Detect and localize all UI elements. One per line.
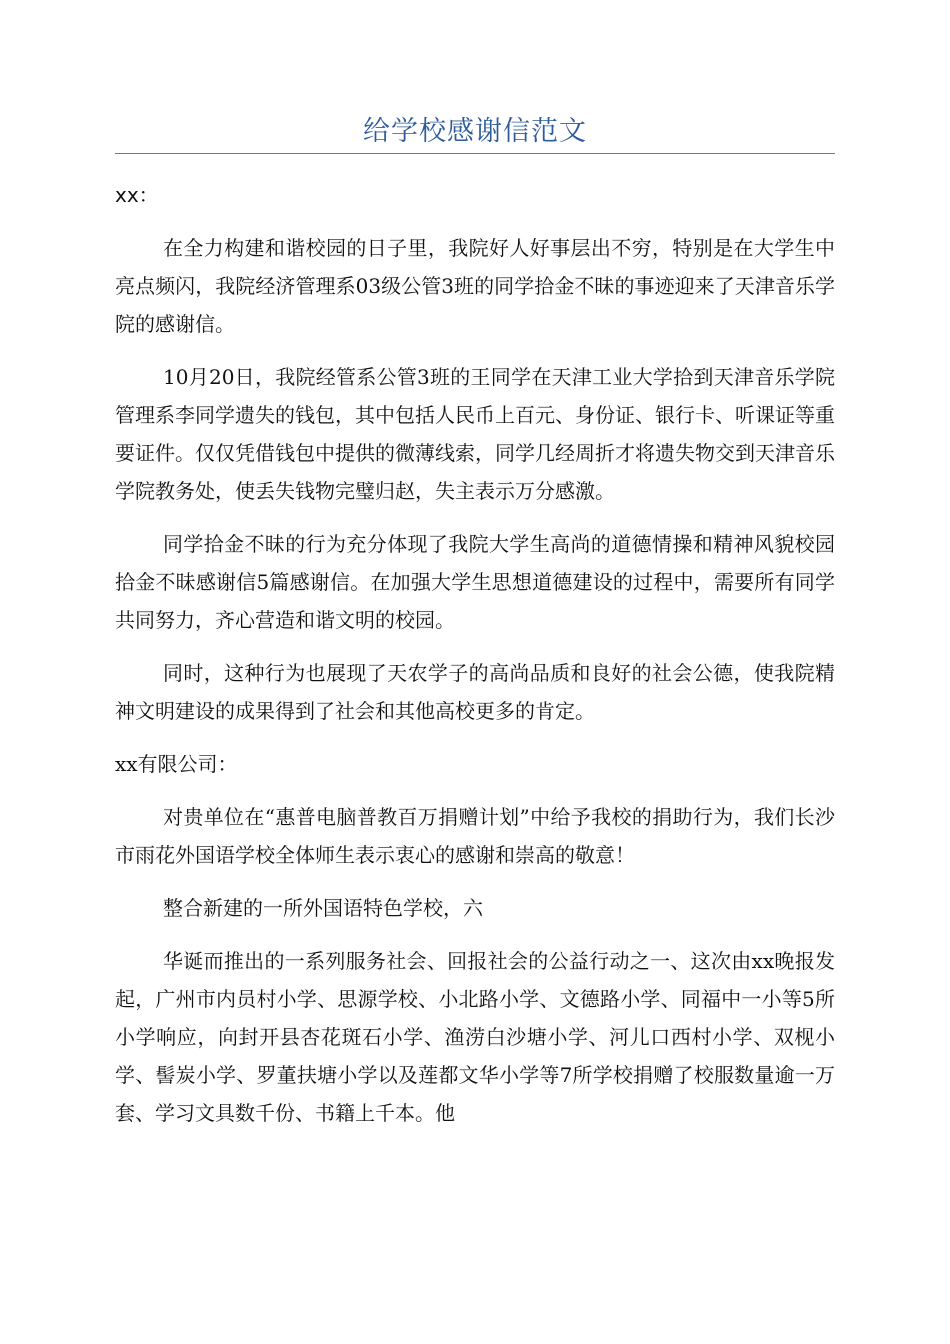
paragraph-7: 华诞而推出的一系列服务社会、回报社会的公益行动之一、这次由xx晚报发起，广州市内员村小学、思源学校、小北路小学、文德路小学、同福中一小等5所小学响应，向封开县杏花斑石小学、渔涝白沙塘小学、河儿口西村小学、双枧小学、髻炭小学、罗董扶塘小学以及莲都文华小学等7所学校捐赠了校服数量逾一万套、学习文具数千份、书籍上千本。他 [115, 949, 835, 1125]
document-body [115, 176, 835, 1147]
paragraph-6: 整合新建的一所外国语特色学校，六 [163, 896, 483, 920]
document-title: 给学校感谢信范文 [363, 116, 587, 147]
salutation-1: xx： [115, 183, 159, 207]
paragraph-2: 10月20日，我院经管系公管3班的王同学在天津工业大学拾到天津音乐学院管理系李同学遗失的钱包，其中包括人民币上百元、身份证、银行卡、听课证等重要证件。仅仅凭借钱包中提供的微薄线索，同学几经周折才将遗失物交到天津音乐学院教务处，使丢失钱物完璧归赵，失主表示万分感激。 [115, 365, 835, 503]
salutation-2: xx有限公司： [115, 752, 238, 776]
paragraph-5: 对贵单位在“惠普电脑普教百万捐赠计划”中给予我校的捐助行为，我们长沙市雨花外国语学校全体师生表示衷心的感谢和崇高的敬意！ [115, 805, 835, 867]
paragraph-3: 同学拾金不昧的行为充分体现了我院大学生高尚的道德情操和精神风貌校园拾金不昧感谢信5篇感谢信。在加强大学生思想道德建设的过程中，需要所有同学共同努力，齐心营造和谐文明的校园。 [115, 532, 835, 632]
paragraph-1: 在全力构建和谐校园的日子里，我院好人好事层出不穷，特别是在大学生中亮点频闪，我院经济管理系03级公管3班的同学拾金不昧的事迹迎来了天津音乐学院的感谢信。 [115, 236, 835, 336]
title-underline [115, 153, 835, 154]
paragraph-4: 同时，这种行为也展现了天农学子的高尚品质和良好的社会公德，使我院精神文明建设的成果得到了社会和其他高校更多的肯定。 [115, 661, 835, 723]
